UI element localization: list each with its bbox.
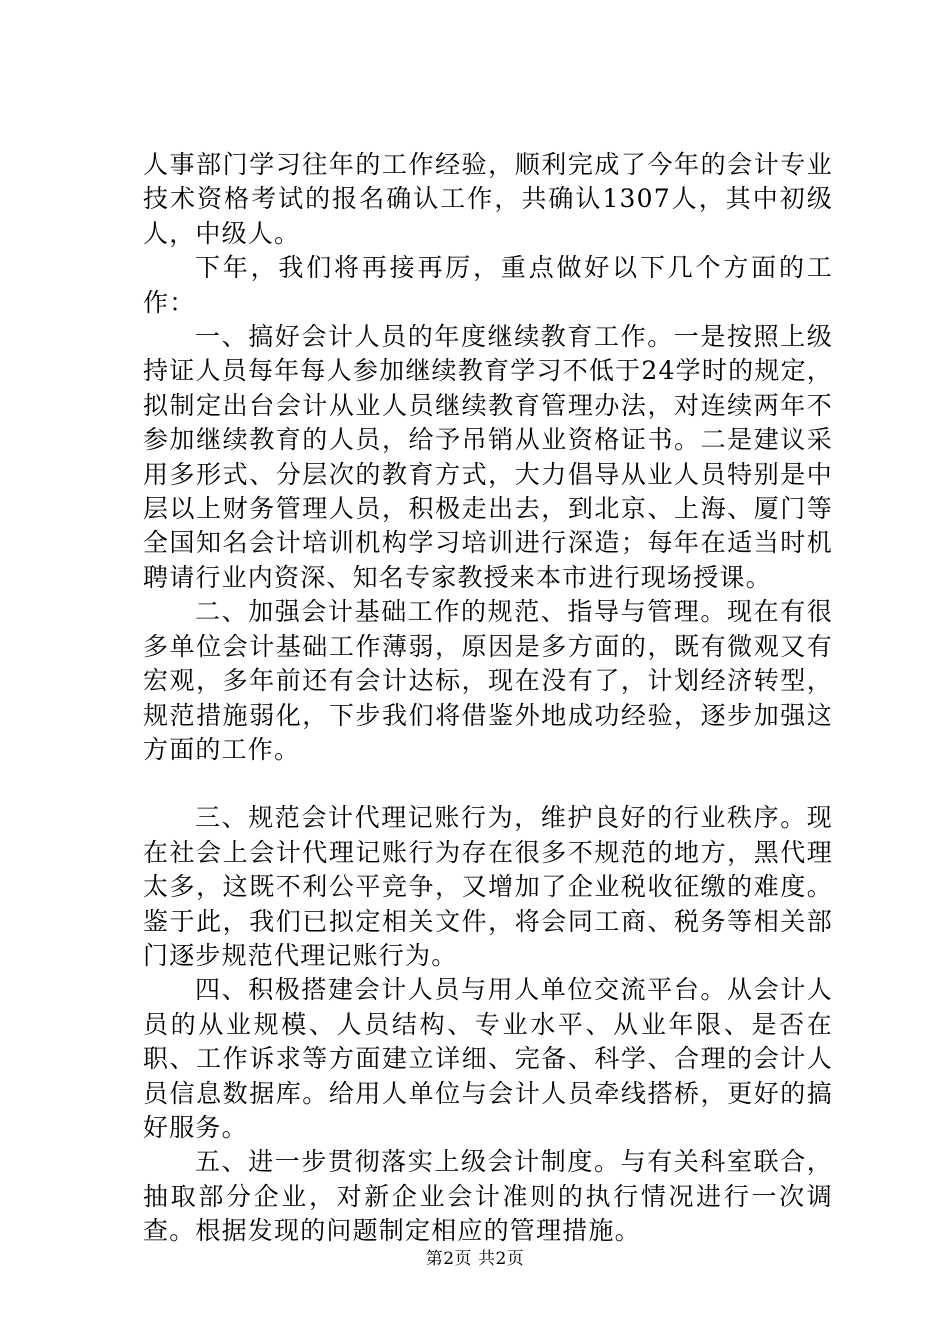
paragraph-item-2: 二、加强会计基础工作的规范、指导与管理。现在有很多单位会计基础工作薄弱，原因是多方面的，既有微观又有宏观，多年前还有会计达标，现在没有了，计划经济转型，规范措施弱化，下步我们将借鉴外地成功经验，逐步加强这方面的工作。 bbox=[143, 597, 833, 764]
paragraph-item-4: 四、积极搭建会计人员与用人单位交流平台。从会计人员的从业规模、人员结构、专业水平、从业年限、是否在职、工作诉求等方面建立详细、完备、科学、合理的会计人员信息数据库。给用人单位与会计人员牵线搭桥，更好的搞好服务。 bbox=[143, 975, 833, 1142]
paragraph-plan-lead: 下年，我们将再接再厉，重点做好以下几个方面的工作： bbox=[143, 253, 833, 317]
page-number-footer: 第2页 共2页 bbox=[425, 1249, 525, 1269]
paragraph-intro: 人事部门学习往年的工作经验，顺利完成了今年的会计专业技术资格考试的报名确认工作，共确认1307人，其中初级人，中级人。 bbox=[143, 150, 833, 248]
paragraph-item-3: 三、规范会计代理记账行为，维护良好的行业秩序。现在社会上会计代理记账行为存在很多不规范的地方，黑代理太多，这既不利公平竞争，又增加了企业税收征缴的难度。鉴于此，我们已拟定相关文件，将会同工商、税务等相关部门逐步规范代理记账行为。 bbox=[143, 803, 833, 970]
paragraph-item-5: 五、进一步贯彻落实上级会计制度。与有关科室联合，抽取部分企业，对新企业会计准则的执行情况进行一次调查。根据发现的问题制定相应的管理措施。 bbox=[143, 1147, 833, 1246]
paragraph-item-1: 一、搞好会计人员的年度继续教育工作。一是按照上级持证人员每年每人参加继续教育学习不低于24学时的规定，拟制定出台会计从业人员继续教育管理办法，对连续两年不参加继续教育的人员，给予吊销从业资格证书。二是建议采用多形式、分层次的教育方式，大力倡导从业人员特别是中层以上财务管理人员，积极走出去，到北京、上海、厦门等全国知名会计培训机构学习培训进行深造；每年在适当时机聘请行业内资深、知名专家教授来本市进行现场授课。 bbox=[143, 322, 833, 592]
document-body bbox=[143, 148, 833, 1249]
